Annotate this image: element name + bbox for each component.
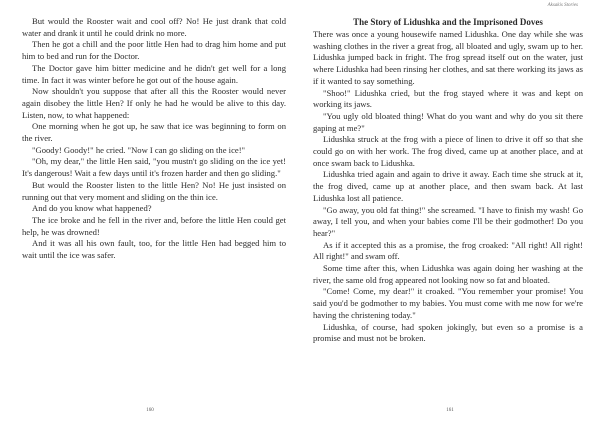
paragraph: Lidushka tried again and again to drive it away. Each time she struck at it, the frog dived, came up at another place, and then swam back. At last Lidushka lost all patience. bbox=[313, 169, 583, 203]
running-head: Aksakis Stories bbox=[547, 3, 578, 8]
paragraph: "Come! Come, my dear!" it croaked. "You remember your promise! You said you'd be godmother to my babies. You must come with me now for we're having the christening today." bbox=[313, 286, 583, 320]
paragraph: There was once a young housewife named Lidushka. One day while she was washing clothes in the river a great frog, all bloated and ugly, swam up to her. Lidushka jumped back in fright. The frog spread itself out on the water, just where Lidushka had been rinsing her clothes, and sat there working its jaws as if it wanted to say something. bbox=[313, 29, 583, 86]
paragraph: "Oh, my dear," the little Hen said, "you mustn't go sliding on the ice yet! It's dangerous! Wait a few days until it's frozen harder and then go sliding." bbox=[22, 156, 286, 179]
story-title: The Story of Lidushka and the Imprisoned Doves bbox=[353, 17, 543, 27]
paragraph: And do you know what happened? bbox=[32, 203, 152, 214]
page-number: 161 bbox=[446, 408, 454, 413]
paragraph: Lidushka, of course, had spoken jokingly, but even so a promise is a promise and must not be broken. bbox=[313, 321, 583, 344]
paragraph: Now shouldn't you suppose that after all this the Rooster would never again disobey the little Hen? If only he had he would be alive to this day. Listen, now, to what happened: bbox=[22, 86, 286, 120]
left-page-text bbox=[22, 16, 286, 262]
paragraph: "Shoo!" Lidushka cried, but the frog stayed where it was and kept on working its jaws. bbox=[313, 87, 583, 110]
paragraph: But would the Rooster listen to the little Hen? No! He just insisted on running out that very moment and sliding on the thin ice. bbox=[22, 179, 286, 202]
paragraph: "Goody! Goody!" he cried. "Now I can go sliding on the ice!" bbox=[32, 144, 246, 155]
paragraph: And it was all his own fault, too, for the little Hen had begged him to wait until the ice was safer. bbox=[22, 238, 286, 261]
paragraph: But would the Rooster wait and cool off? No! He just drank that cold water and drank it until he could drink no more. bbox=[22, 16, 286, 38]
right-page-text bbox=[313, 16, 583, 345]
paragraph: "You ugly old bloated thing! What do you want and why do you sit there gaping at me?" bbox=[313, 110, 583, 133]
paragraph: One morning when he got up, he saw that ice was beginning to form on the river. bbox=[22, 121, 286, 144]
paragraph: Then he got a chill and the poor little Hen had to drag him home and put him to bed and run for the Doctor. bbox=[22, 39, 286, 62]
paragraph: The ice broke and he fell in the river and, before the little Hen could get help, he was drowned! bbox=[22, 214, 286, 237]
paragraph: "Go away, you old fat thing!" she screamed. "I have to finish my wash! Go away, I tell you, and when your babies come I'll be their godmother! Do you hear?" bbox=[313, 204, 583, 238]
paragraph: Lidushka struck at the frog with a piece of linen to drive it off so that she could go on with her work. The frog dived, came up at another place, and at once swam back to Lidushka. bbox=[313, 134, 583, 168]
right-page bbox=[300, 0, 600, 424]
paragraph: The Doctor gave him bitter medicine and he didn't get well for a long time. In fact it was winter before he got out of the house again. bbox=[22, 62, 286, 85]
paragraph: Some time after this, when Lidushka was again doing her washing at the river, the same old frog appeared not looking now so fat and bloated. bbox=[313, 263, 583, 285]
page-number: 160 bbox=[146, 408, 154, 413]
paragraph: As if it accepted this as a promise, the frog croaked: "All right! All right! All right!" and swam off. bbox=[313, 239, 583, 262]
